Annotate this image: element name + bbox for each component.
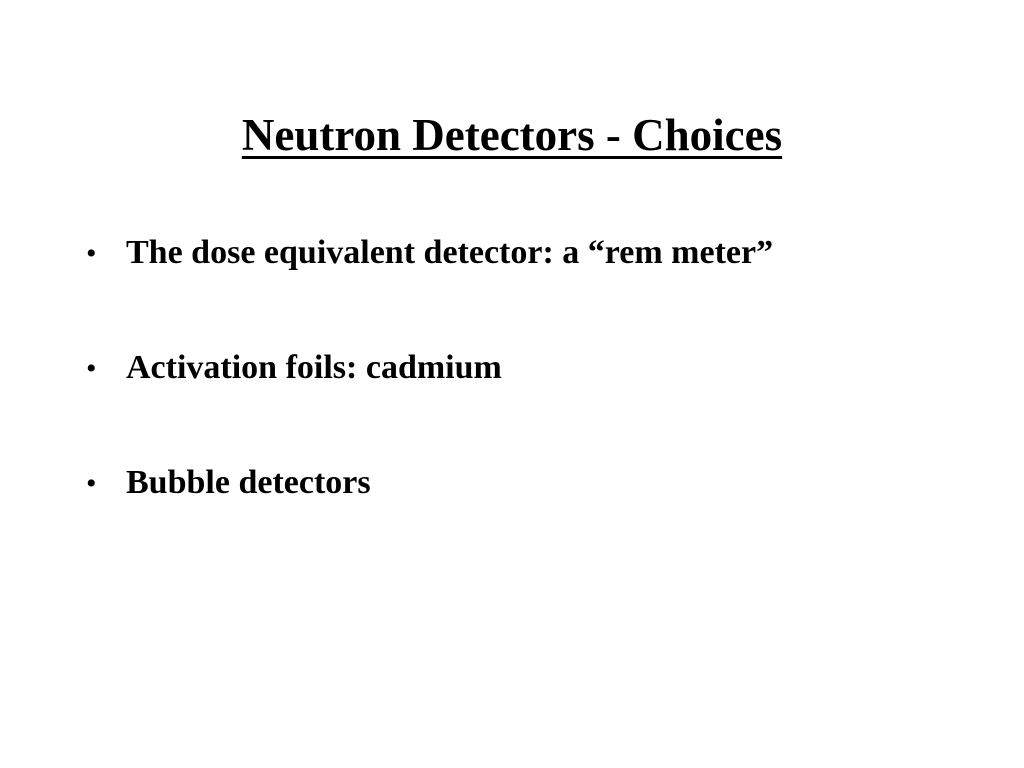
bullet-item: [86, 463, 371, 504]
bullet-dot-icon: •: [86, 237, 97, 270]
bullet-text: Activation foils: cadmium: [126, 349, 502, 386]
bullet-dot-icon: •: [86, 467, 97, 500]
bullet-text: The dose equivalent detector: a “rem meter”: [126, 234, 774, 271]
bullet-item: [86, 348, 502, 389]
slide-title-text: Neutron Detectors - Choices: [241, 110, 783, 160]
bullet-text: Bubble detectors: [126, 464, 371, 501]
bullet-dot-icon: •: [86, 352, 97, 385]
bullet-item: [86, 233, 773, 274]
